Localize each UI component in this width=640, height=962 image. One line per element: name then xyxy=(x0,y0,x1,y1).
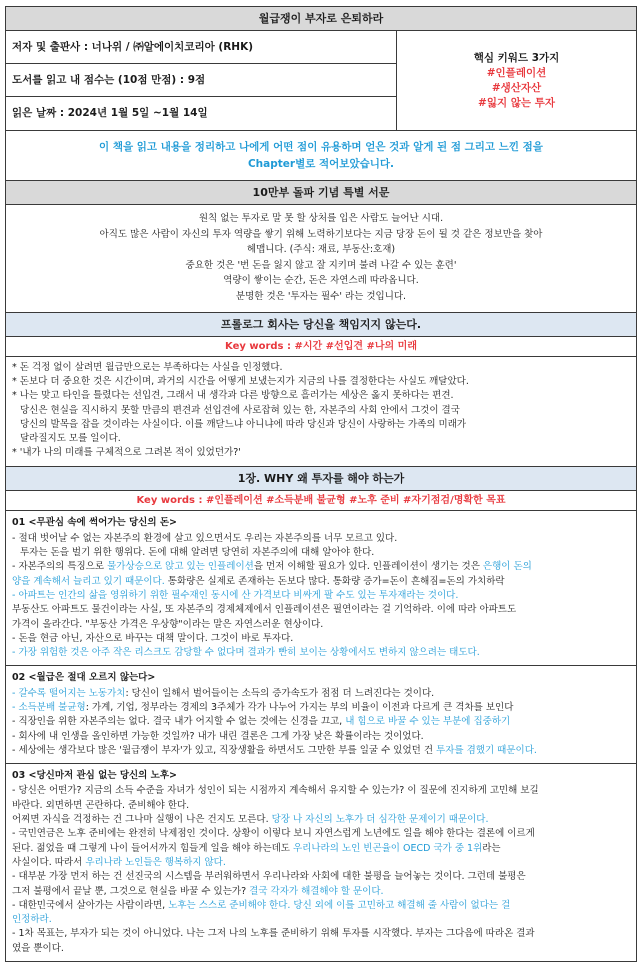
section-line: 가격이 올라간다. "부동산 가격은 우상향"이라는 말은 자연스러운 현상이다. xyxy=(12,618,324,630)
summary-sheet xyxy=(5,6,637,962)
chapter1-section-01 xyxy=(6,511,636,666)
section-line: - 대한민국에서 살아가는 사람이라면, 노후는 스스로 준비해야 한다. 당신 외에 이를 고민하고 해결해 줄 사람이 없다는 걸 xyxy=(12,899,511,911)
prologue-line: 달라질지도 모를 일이다. xyxy=(20,433,121,445)
prologue-line: * 나는 맞고 타인을 틀렸다는 선입견, 그래서 내 생각과 다른 방향으로 흘러가는 세상은 옳지 못하다는 편견. xyxy=(12,390,454,402)
section-line: - 1차 목표는, 부자가 되는 것이 아니었다. 나는 그저 나의 노후를 준비하기 위해 투자를 시작했다. 부자는 그다음에 따라온 결과 xyxy=(12,928,535,940)
section-line: 투자는 돈을 벌기 위한 행위다. 돈에 대해 알려면 당연히 자본주의에 대해 알아야 한다. xyxy=(20,547,375,559)
special-line: 중요한 것은 '번 돈을 잃지 않고 잘 지키며 불려 나갈 수 있는 훈련' xyxy=(185,259,457,271)
section-line: - 소득분배 불균형: 가계, 기업, 정부라는 경제의 3주체가 각가 나누어 가지는 부의 비율이 이전과 다르게 큰 격차를 보인다 xyxy=(12,701,514,713)
section-line: 양을 계속해서 늘리고 있기 때문이다. 통화량은 실제로 존재하는 돈보다 많다. 통화량 증가=돈이 흔해짐=돈의 가치하락 xyxy=(12,575,505,587)
section-line: 부동산도 아파트도 물건이라는 사실, 또 자본주의 경제체제에서 인플레이션은 필연이라는 걸 기억하라. 이에 따라 아파트도 xyxy=(12,604,517,616)
special-preface-heading: 10만부 돌파 기념 특별 서문 xyxy=(6,181,636,205)
chapter1-heading: 1장. WHY 왜 투자를 해야 하는가 xyxy=(6,467,636,491)
special-line: 분명한 것은 '투자는 필수' 라는 것입니다. xyxy=(235,290,407,302)
special-line: 헤맵니다. (주식: 재료, 부동산:호재) xyxy=(246,244,396,255)
core-keyword-1: #인플레이션 xyxy=(486,66,547,79)
prologue-keywords xyxy=(6,337,636,357)
section-line: - 직장인을 위한 자본주의는 없다. 결국 내가 어지할 수 없는 것에는 신경을 끄고, 내 힘으로 바꿀 수 있는 부분에 집중하기 xyxy=(12,716,511,728)
score: 도서를 읽고 내 점수는 (10점 만점) : 9점 xyxy=(6,64,396,97)
core-keywords xyxy=(397,31,636,130)
intro-line-1: 이 책을 읽고 내용을 정리하고 나에게 어떤 점이 유용하며 얻은 것과 알게 된 점 그리고 느낀 점을 xyxy=(99,140,543,153)
section-line: - 갈수록 떨어지는 노동가치: 당신이 일해서 벌어들이는 소득의 증가속도가 점점 더 느려진다는 것이다. xyxy=(12,687,435,699)
read-date: 읽은 날짜 : 2024년 1월 5일 ~1월 14일 xyxy=(12,107,208,119)
section-line: - 세상에는 생각보다 많은 '월급쟁이 부자'가 있고, 직장생활을 하면서도 그만한 부를 일굴 수 있었던 건 투자를 겸했기 때문이다. xyxy=(12,744,537,756)
section-line: - 대부분 가장 먼저 하는 건 선진국의 시스템을 부러워하면서 우리나라와 사회에 대한 불평을 늘어놓는 것이다. 그런데 불평은 xyxy=(12,871,526,883)
keywords-value: #시간 #선입견 #나의 미래 xyxy=(294,341,417,352)
section-line: 바란다. 외면하면 곤란하다. 준비해야 한다. xyxy=(12,799,190,811)
author-publisher: 저자 및 출판사 : 너나위 / ㈜알에이치코리아 (RHK) xyxy=(6,31,396,64)
section-line: 인정하라. xyxy=(12,914,52,926)
intro-note xyxy=(6,131,636,181)
section-line: - 국민연금은 노후 준비에는 완전히 낙제점인 것이다. 상황이 이렇다 보니 자연스럽게 노년에도 일을 해야 한다는 결론에 이르게 xyxy=(12,828,535,840)
prologue-line: * '내가 나의 미래를 구체적으로 그려본 적이 있었던가?' xyxy=(12,447,241,459)
section-line: 된다. 젊었을 때 그렇게 나이 들어서까지 힘들게 일을 해야 하는데도 우리나라의 노인 빈곤율이 OECD 국가 중 1위라는 xyxy=(12,842,501,854)
section-line: 어찌면 자식을 걱정하는 건 그나마 실행이 나은 건지도 모른다. 당장 나 자신의 노후가 더 심각한 문제이기 때문이다. xyxy=(12,814,489,826)
prologue-body xyxy=(6,357,636,467)
book-info xyxy=(6,31,636,131)
section-line: - 당신은 어떤가? 지금의 소득 수준을 자녀가 성인이 되는 시점까지 계속해서 유지할 수 있는가? 이 질문에 진지하게 고민해 보길 xyxy=(12,785,539,797)
section-line: - 돈을 현금 아닌, 자산으로 바꾸는 대책 말이다. 그것이 바로 투자다. xyxy=(12,632,294,644)
special-line: 원칙 없는 투자로 말 못 할 상처를 입은 사람도 늘어난 시대. xyxy=(198,213,444,224)
chapter1-keywords xyxy=(6,491,636,511)
section-line: 사실이다. 따라서 우리나라 노인들은 행복하지 않다. xyxy=(12,856,226,868)
book-title: 월급쟁이 부자로 은퇴하라 xyxy=(6,7,636,31)
intro-line-2: Chapter별로 적어보았습니다. xyxy=(247,157,395,170)
special-preface-body xyxy=(6,205,636,313)
section-line: - 회사에 내 인생을 올인하면 가능한 것일까? 내가 내린 결론은 그게 가장 낮은 확률이라는 것이었다. xyxy=(12,730,424,742)
prologue-line: 당신은 현실을 직시하지 못할 만큼의 편견과 선입견에 사로잡혀 있는 한, 자본주의 사회 안에서 그것이 결국 xyxy=(20,404,460,416)
chapter1-section-03 xyxy=(6,764,636,961)
section-title: 01 <무관심 속에 썩어가는 당신의 돈> xyxy=(12,517,177,529)
chapter1-section-02 xyxy=(6,666,636,764)
section-line: - 절대 벗어날 수 없는 자본주의 환경에 살고 있으면서도 우리는 자본주의를 너무 모르고 있다. xyxy=(12,532,398,544)
prologue-line: * 돈 걱정 없이 살려면 월급만으로는 부족하다는 사실을 인정했다. xyxy=(12,362,283,373)
section-line: - 아파트는 인간의 삶을 영위하기 위한 필수재인 동시에 산 가격보다 비싸게 팔 수도 있는 투자재라는 것이다. xyxy=(12,589,459,601)
keywords-value: #인플레이션 #소득분배 불균형 #노후 준비 #자기점검/명확한 목표 xyxy=(205,495,506,507)
keywords-label: Key words : xyxy=(225,341,295,352)
special-line: 아직도 많은 사람이 자신의 투자 역량을 쌓기 위해 노력하기보다는 지금 당장 돈이 될 것 같은 정보만을 찾아 xyxy=(99,228,543,240)
prologue-heading: 프롤로그 회사는 당신을 책임지지 않는다. xyxy=(6,313,636,337)
book-info-left xyxy=(6,31,397,130)
section-title: 03 <당신마저 관심 없는 당신의 노후> xyxy=(12,770,177,782)
prologue-line: 당신의 발목을 잡을 것이라는 사실이다. 이를 깨닫느냐 아니냐에 따라 당신과 당신이 사랑하는 가족의 미래가 xyxy=(20,418,467,430)
section-title: 02 <월급은 절대 오르지 않는다> xyxy=(12,672,156,684)
keywords-label: Key words : xyxy=(136,495,206,507)
section-line: - 가장 위험한 것은 아주 작은 리스크도 감당할 수 없다며 결과가 빤히 보이는 상황에서도 변하지 않으려는 태도다. xyxy=(12,647,480,659)
section-line: - 자본주의의 특징으로 물가상승으로 앉고 있는 인플레이션을 먼저 이해할 필요가 있다. 인플레이션이 생기는 것은 은행이 돈의 xyxy=(12,561,532,573)
core-keyword-2: #생산자산 xyxy=(491,81,542,94)
special-line: 역량이 쌓이는 순간, 돈은 자연스레 따라옵니다. xyxy=(223,275,419,286)
section-line: 였을 뿐이다. xyxy=(12,942,64,954)
core-keyword-3: #잃지 않는 투자 xyxy=(478,96,555,109)
section-line: 그저 불평에서 끝날 뿐, 그것으로 현실을 바꿀 수 있는가? 결국 각자가 해결해야 할 문이다. xyxy=(12,885,384,897)
prologue-line: * 돈보다 더 중요한 것은 시간이며, 과거의 시간을 어떻게 보냈는지가 지금의 나를 결정한다는 사실도 깨달았다. xyxy=(12,376,469,388)
core-keywords-title: 핵심 키워드 3가지 xyxy=(473,51,560,64)
